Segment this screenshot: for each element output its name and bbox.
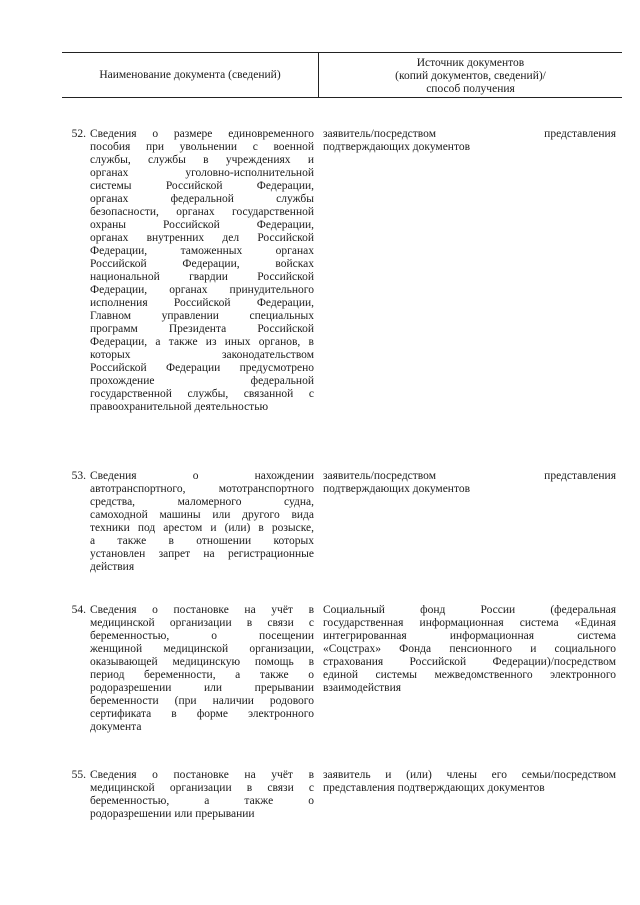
document-name-line: Федерации, а также из иных органов, в xyxy=(90,336,314,348)
row-number: 54. xyxy=(71,604,86,616)
document-name-line: техники под арестом и (или) в розыске, xyxy=(90,522,314,534)
document-source-line: государственная информационная система «Единая xyxy=(323,617,616,629)
document-source-cell xyxy=(323,470,616,496)
document-source-line: взаимодействия xyxy=(323,682,402,694)
document-source-line: страхования Российской Федерации)/посредством xyxy=(323,656,616,668)
document-source-line: подтверждающих документов xyxy=(323,141,471,153)
header-top-rule xyxy=(62,52,622,53)
row-number: 55. xyxy=(71,769,86,781)
document-name-line: программ Президента Российской xyxy=(90,323,314,335)
document-source-cell xyxy=(323,769,616,795)
document-name-line: службы, службы в учреждениях и xyxy=(90,154,314,166)
document-name-line: а также в отношении которых xyxy=(90,535,314,547)
document-name-line: Сведения о нахождении xyxy=(90,470,314,482)
document-name-line: родоразрешении или прерывании xyxy=(90,808,255,820)
document-name-line: прохождение федеральной xyxy=(90,375,314,387)
document-name-line: органах федеральной службы xyxy=(90,193,314,205)
header-col-name: Наименование документа (сведений) xyxy=(99,69,281,81)
document-name-line: сертификата в форме электронного xyxy=(90,708,314,720)
document-source-line: «Соцстрах» Фонда пенсионного и социального xyxy=(323,643,616,655)
document-name-line: Главном управлении специальных xyxy=(90,310,314,322)
document-name-cell xyxy=(90,470,314,574)
document-name-line: охраны Российской Федерации, xyxy=(90,219,314,231)
document-name-line: средства, маломерного судна, xyxy=(90,496,314,508)
document-name-line: системы Российской Федерации, xyxy=(90,180,314,192)
document-name-line: Федерации, таможенных органах xyxy=(90,245,314,257)
document-source-line: интегрированная информационная система xyxy=(323,630,616,642)
document-name-line: национальной гвардии Российской xyxy=(90,271,314,283)
document-name-line: пособия при увольнении с военной xyxy=(90,141,314,153)
header-bottom-rule xyxy=(62,97,622,98)
document-name-line: документа xyxy=(90,721,142,733)
document-name-line: Федерации, органах принудительного xyxy=(90,284,314,296)
document-name-line: период беременности, а также о xyxy=(90,669,314,681)
document-source-line: представления подтверждающих документов xyxy=(323,782,545,794)
header-col-source-line: способ получения xyxy=(426,83,515,95)
document-name-line: автотранспортного, мототранспортного xyxy=(90,483,314,495)
document-name-line: женщиной медицинской организации, xyxy=(90,643,314,655)
document-name-cell xyxy=(90,604,314,734)
document-source-cell xyxy=(323,128,616,154)
document-name-line: Сведения о размере единовременного xyxy=(90,128,314,140)
document-name-line: государственной службы, связанной с xyxy=(90,388,314,400)
document-name-line: медицинской организации в связи с xyxy=(90,617,314,629)
document-name-line: беременностью, о посещении xyxy=(90,630,314,642)
document-source-line: подтверждающих документов xyxy=(323,483,471,495)
document-name-line: установлен запрет на регистрационные xyxy=(90,548,314,560)
document-name-line: медицинской организации в связи с xyxy=(90,782,314,794)
document-name-line: правоохранительной деятельностью xyxy=(90,401,269,413)
document-name-line: самоходной машины или другого вида xyxy=(90,509,314,521)
document-name-line: беременностью, а также о xyxy=(90,795,314,807)
document-name-line: безопасности, органах государственной xyxy=(90,206,314,218)
document-name-line: органах уголовно-исполнительной xyxy=(90,167,314,179)
document-name-line: которых законодательством xyxy=(90,349,314,361)
row-number: 53. xyxy=(71,470,86,482)
document-name-line: исполнения Российской Федерации, xyxy=(90,297,314,309)
document-source-line: заявитель/посредством представления xyxy=(323,128,616,140)
document-name-line: Российской Федерации, войсках xyxy=(90,258,314,270)
row-number: 52. xyxy=(71,128,86,140)
document-name-cell xyxy=(90,128,314,414)
document-source-line: Социальный фонд России (федеральная xyxy=(323,604,616,616)
document-name-line: органах внутренних дел Российской xyxy=(90,232,314,244)
document-source-line: заявитель и (или) члены его семьи/посредством xyxy=(323,769,616,781)
header-col-source-line: (копий документов, сведений)/ xyxy=(395,70,546,82)
document-source-cell xyxy=(323,604,616,695)
document-name-line: Сведения о постановке на учёт в xyxy=(90,604,314,616)
document-name-line: родоразрешении или прерывании xyxy=(90,682,314,694)
header-col-source-line: Источник документов xyxy=(416,57,525,69)
document-name-cell xyxy=(90,769,314,821)
document-name-line: Сведения о постановке на учёт в xyxy=(90,769,314,781)
header-col-source xyxy=(319,57,622,96)
document-source-line: заявитель/посредством представления xyxy=(323,470,616,482)
document-name-line: действия xyxy=(90,561,135,573)
document-name-line: оказывающей медицинскую помощь в xyxy=(90,656,314,668)
document-name-line: беременности (при наличии родового xyxy=(90,695,314,707)
document-source-line: единой системы межведомственного электронного xyxy=(323,669,616,681)
document-name-line: Российской Федерации предусмотрено xyxy=(90,362,314,374)
